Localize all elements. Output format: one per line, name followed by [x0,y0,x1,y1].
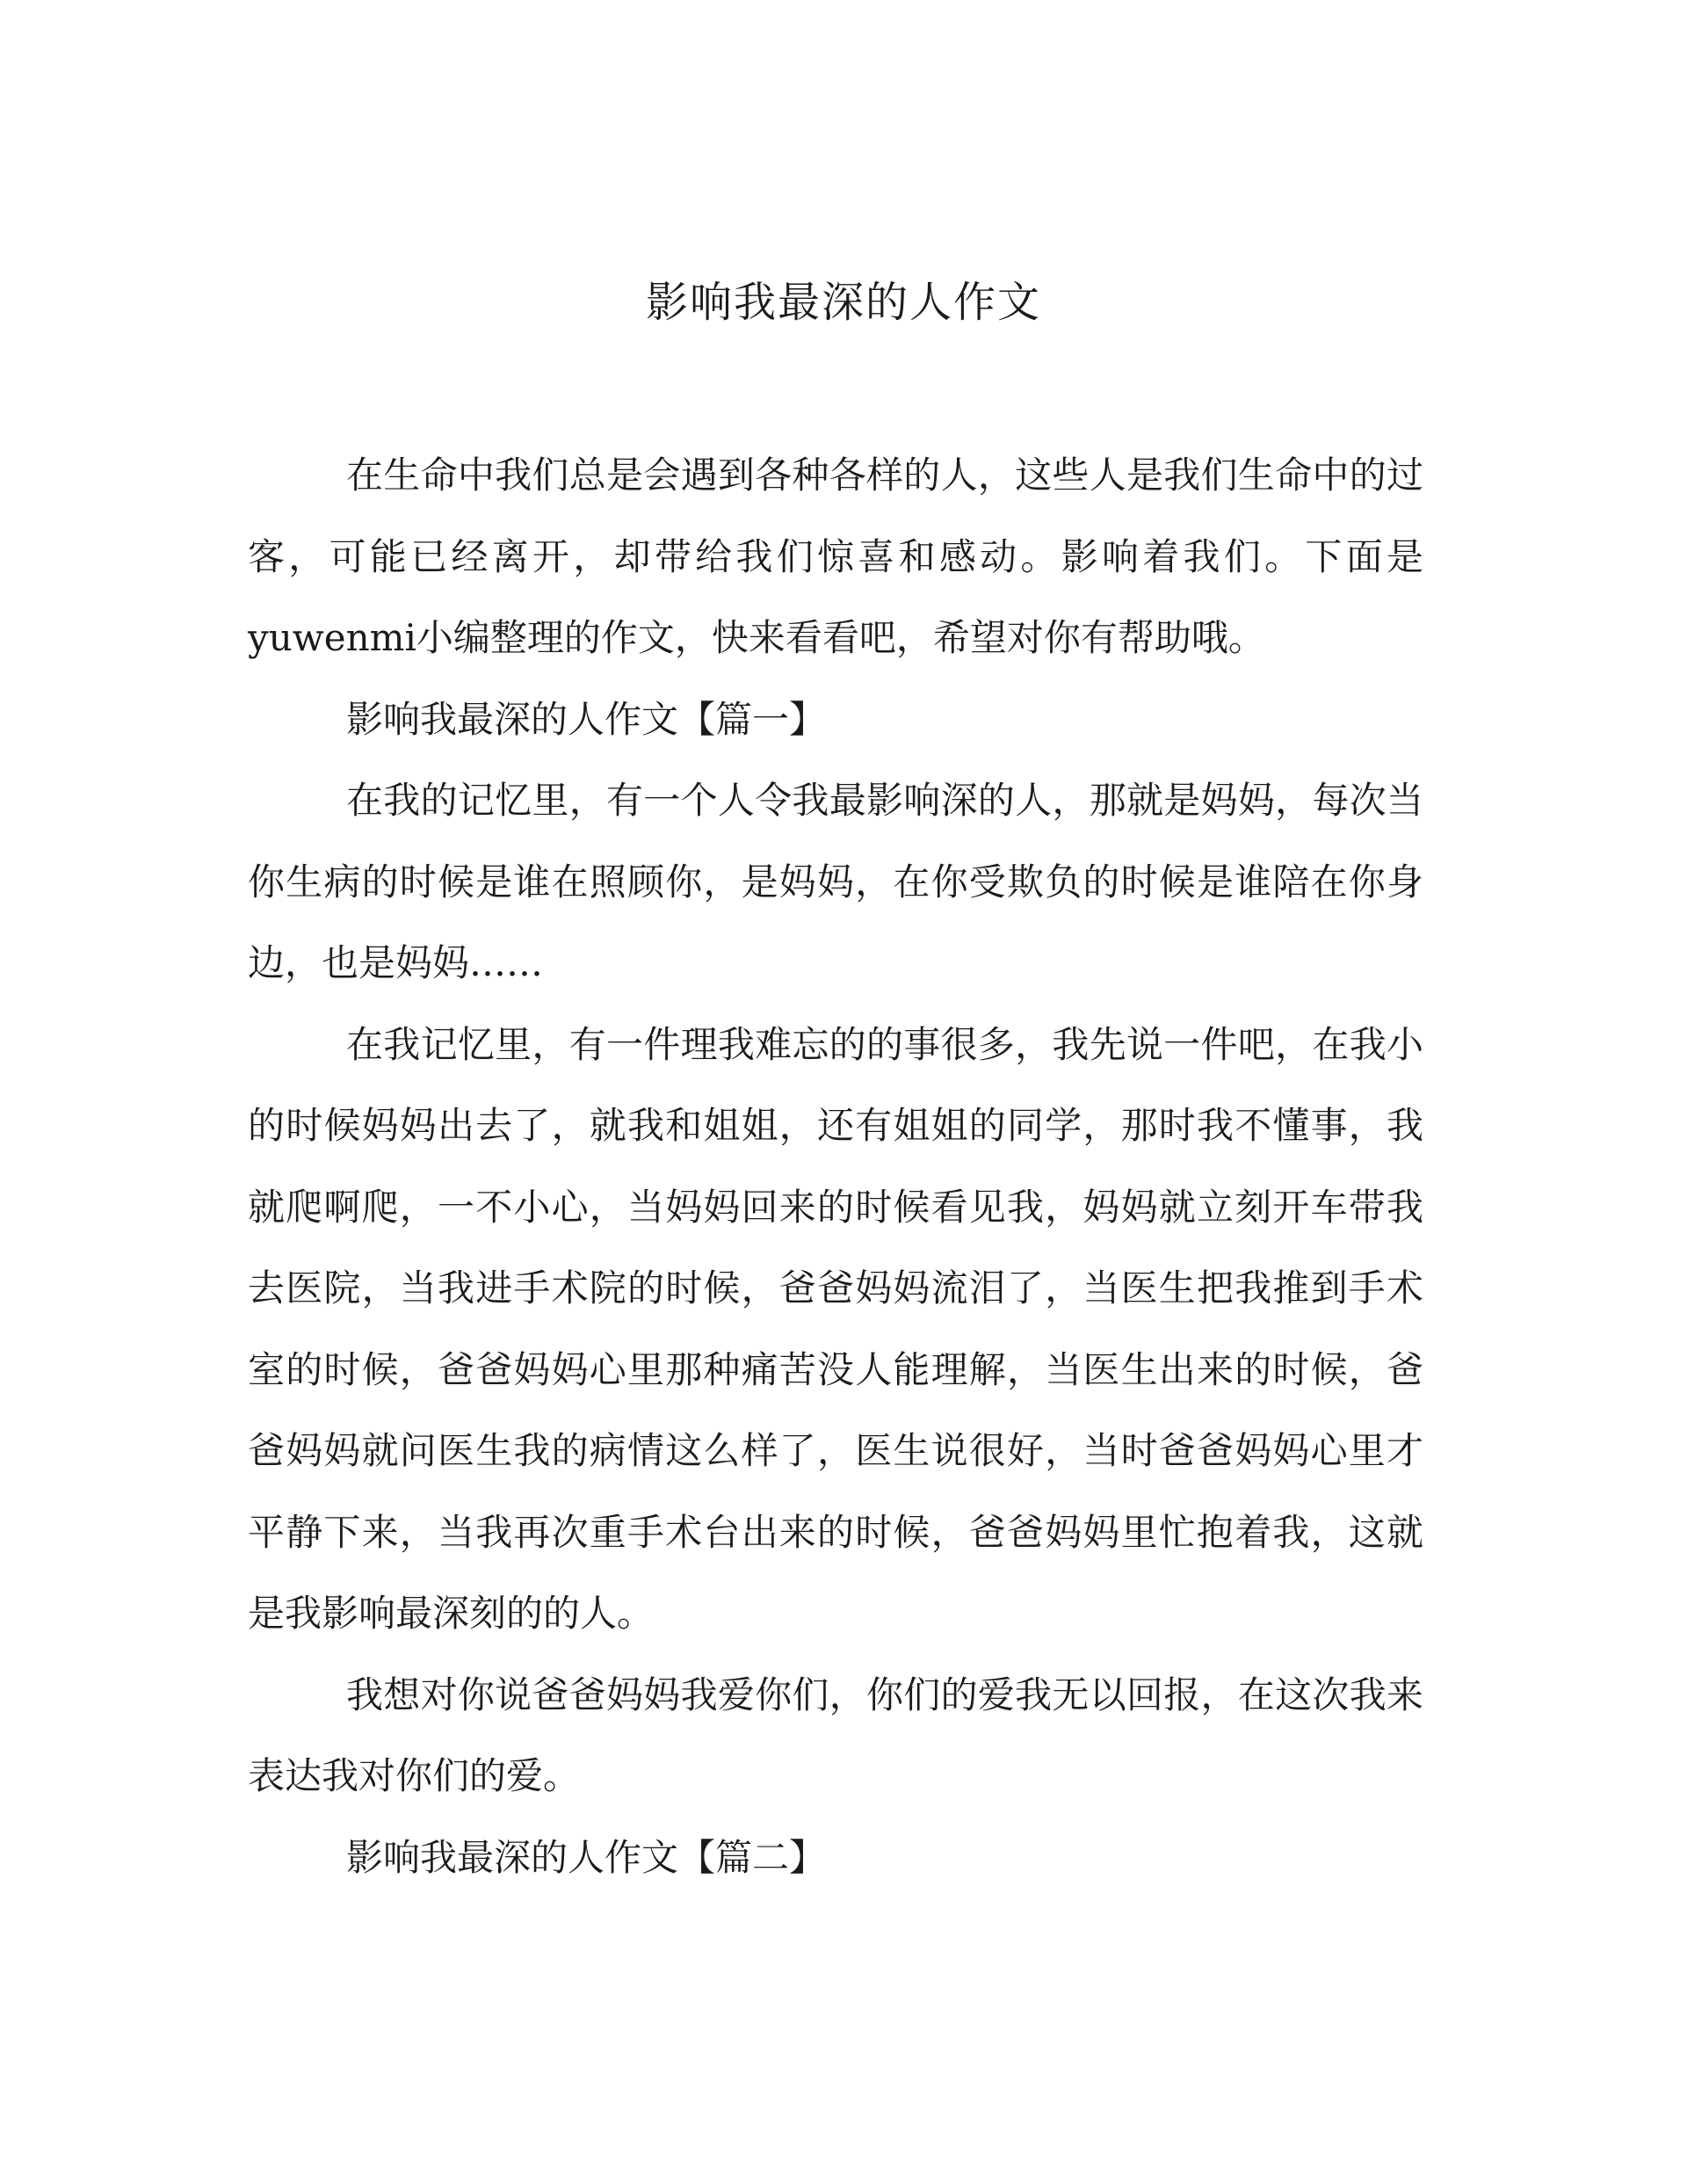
body-paragraph: 我想对你说爸爸妈妈我爱你们，你们的爱我无以回报，在这次我来表达我对你们的爱。 [248,1672,1423,1797]
document-body [248,435,1423,1898]
body-paragraph: 在我的记忆里，有一个人令我最影响深的人，那就是妈妈，每次当你生病的时候是谁在照顾你，是妈妈，在你受欺负的时候是谁陪在你身边，也是妈妈…… [248,779,1423,984]
section-heading-part-one: 影响我最深的人作文【篇一】 [346,697,827,741]
section-heading-part-two: 影响我最深的人作文【篇二】 [346,1835,827,1879]
document-title: 影响我最深的人作文 [645,278,1041,327]
body-paragraph: 在我记忆里，有一件理我难忘的的事很多，我先说一件吧，在我小的时候妈妈出去了，就我和姐姐，还有姐姐的同学，那时我不懂事，我就爬啊爬，一不小心，当妈妈回来的时候看见我，妈妈就立刻开车带我去医院，当我进手术院的时候，爸爸妈妈流泪了，当医生把我推到手术室的时候，爸爸妈妈心里那种痛苦没人能理解，当医生出来的时候，爸爸妈妈就问医生我的病情这么样了，医生说很好，当时爸爸妈妈心里才平静下来，当我再次重手术台出来的时候，爸爸妈妈里忙抱着我，这就是我影响最深刻的的人。 [248,1022,1423,1635]
intro-paragraph: 在生命中我们总是会遇到各种各样的人，这些人是我们生命中的过客，可能已经离开，却带给我们惊喜和感动。影响着我们。下面是yuwenmi小编整理的作文，快来看看吧，希望对你有帮助哦。 [248,453,1423,659]
